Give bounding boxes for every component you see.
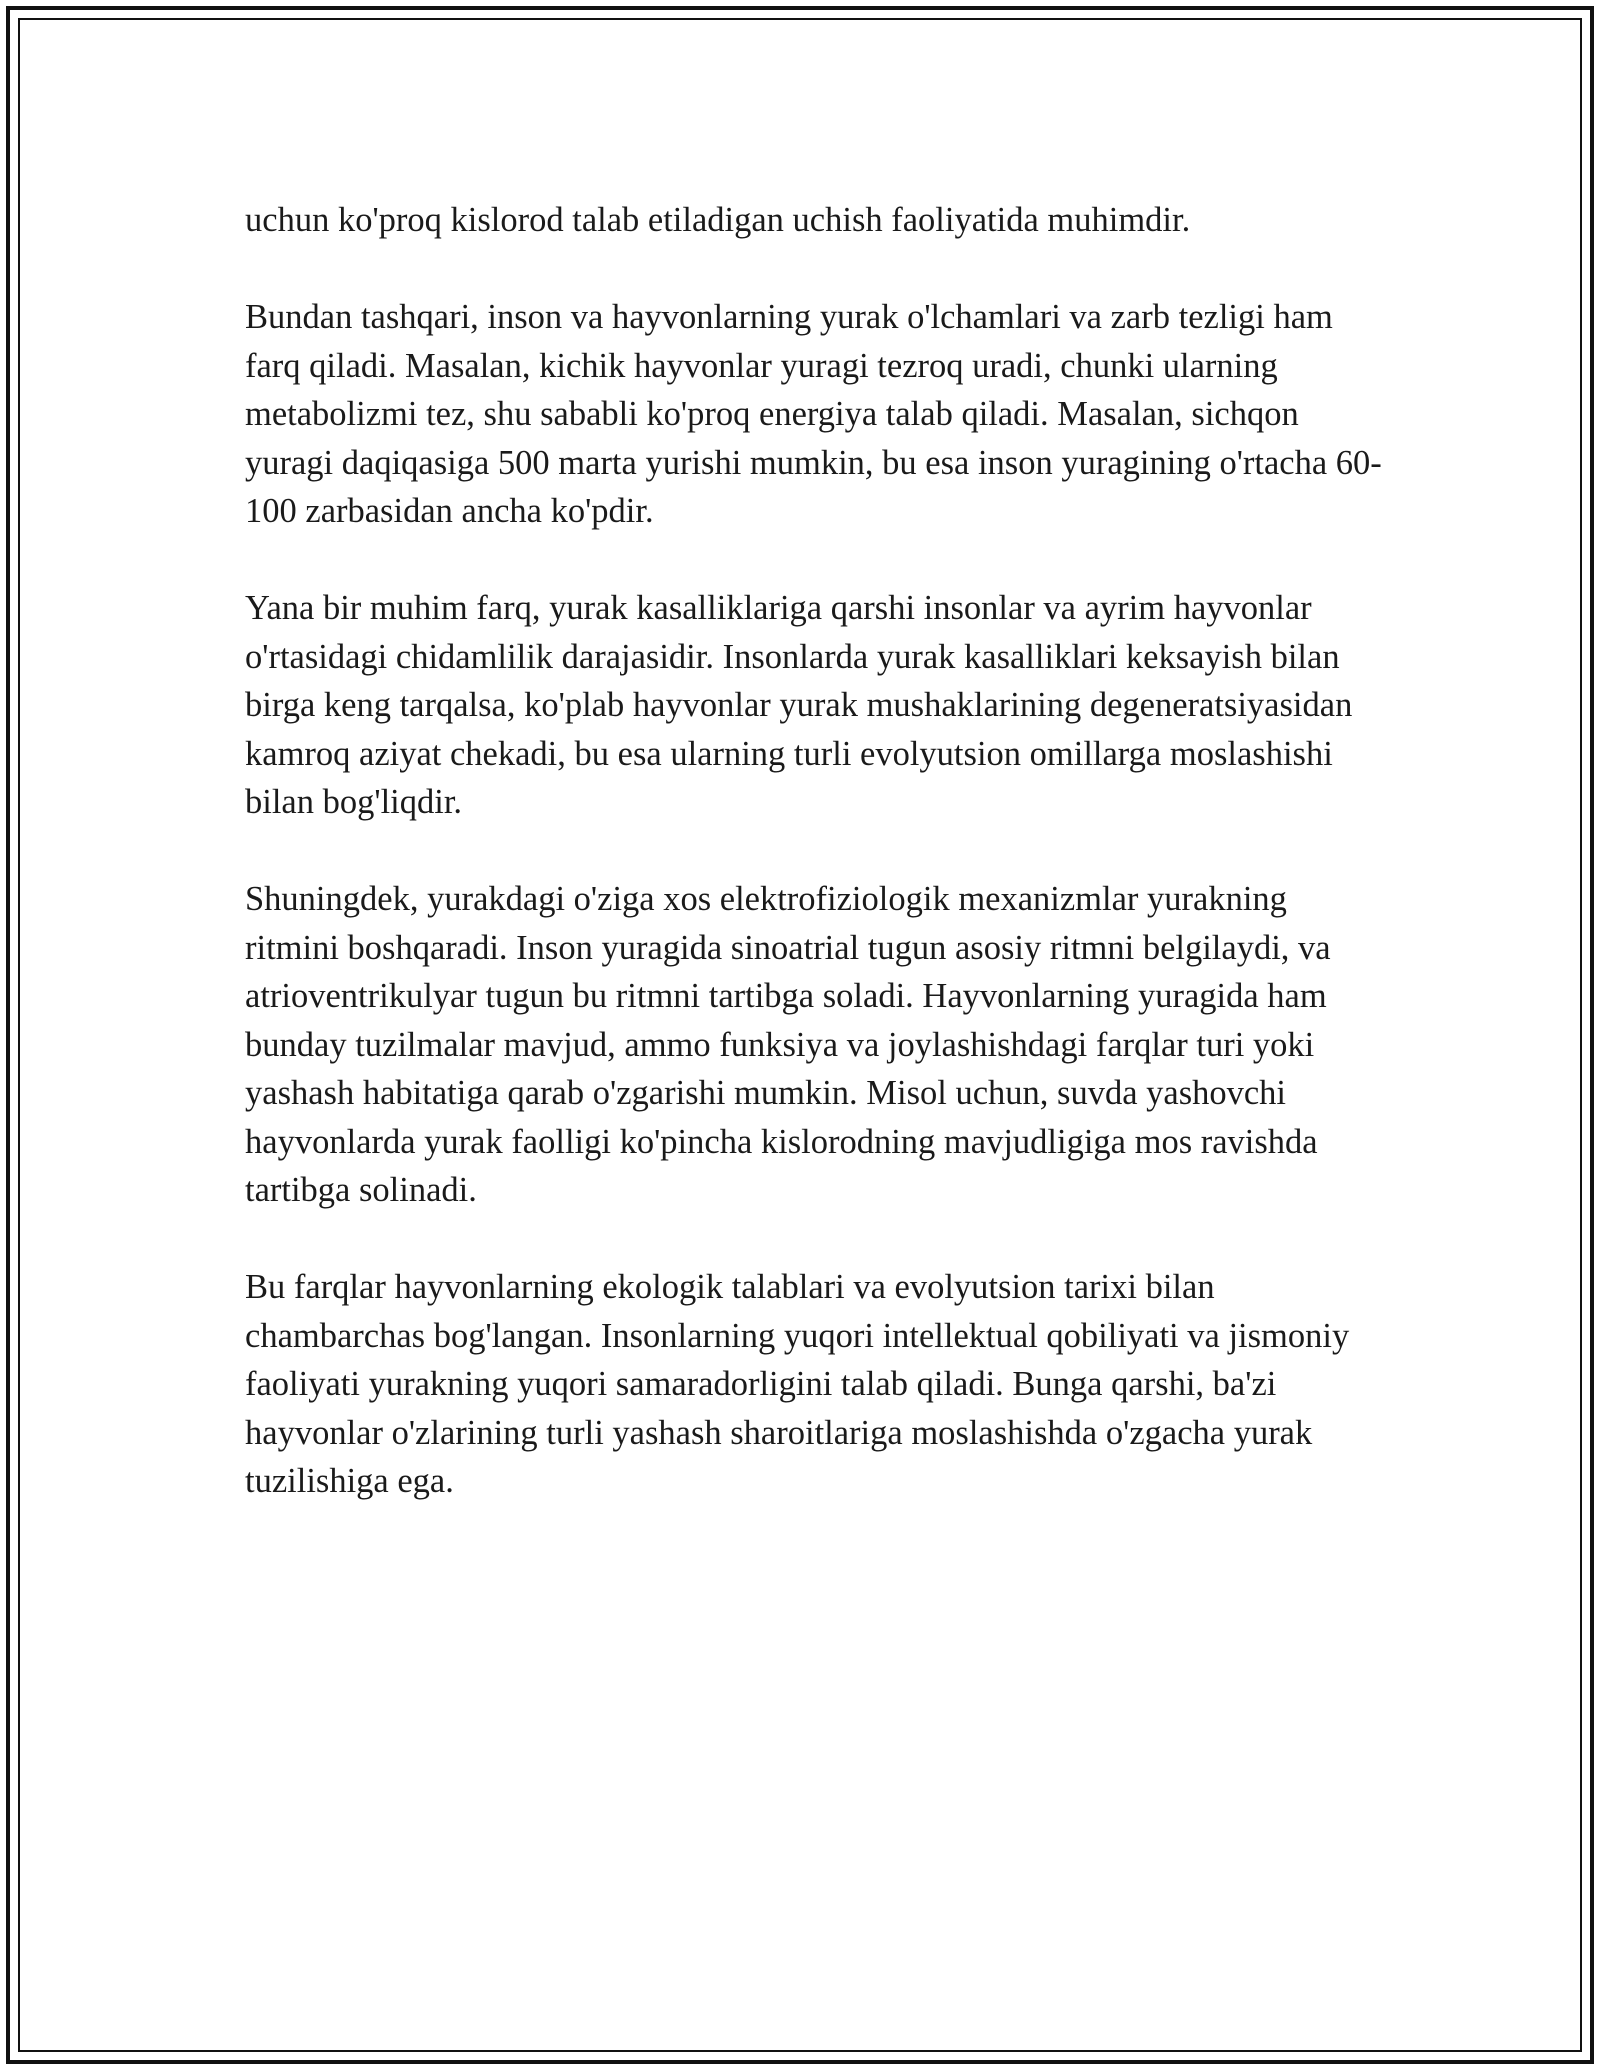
page-body [245,196,1385,1554]
page-frame [6,6,1594,2064]
paragraph-3: Yana bir muhim farq, yurak kasalliklariga qarshi insonlar va ayrim hayvonlar o'rtasidagi chidamlilik darajasidir. Insonlarda yurak kasalliklari keksayish bilan birga keng tarqalsa, ko'plab hayvonlar yurak mushaklarining degeneratsiyasidan kamroq aziyat chekadi, bu esa ularning turli evolyutsion omillarga moslashishi bilan bog'liqdir. [245,589,1353,821]
paragraph-1: uchun ko'proq kislorod talab etiladigan uchish faoliyatida muhimdir. [245,201,1191,239]
paragraph-4: Shuningdek, yurakdagi o'ziga xos elektrofiziologik mexanizmlar yurakning ritmini boshqaradi. Inson yuragida sinoatrial tugun asosiy ritmni belgilaydi, va atrioventrikulyar tugun bu ritmni tartibga soladi. Hayvonlarning yuragida ham bunday tuzilmalar mavjud, ammo funksiya va joylashishdagi farqlar turi yoki yashash habitatiga qarab o'zgarishi mumkin. Misol uchun, suvda yashovchi hayvonlarda yurak faolligi ko'pincha kislorodning mavjudligiga mos ravishda tartibga solinadi. [245,880,1331,1209]
paragraph-5: Bu farqlar hayvonlarning ekologik talablari va evolyutsion tarixi bilan chambarchas bog'langan. Insonlarning yuqori intellektual qobiliyati va jismoniy faoliyati yurakning yuqori samaradorligini talab qiladi. Bunga qarshi, ba'zi hayvonlar o'zlarining turli yashash sharoitlariga moslashishda o'zgacha yurak tuzilishiga ega. [245,1268,1350,1500]
paragraph-2: Bundan tashqari, inson va hayvonlarning yurak o'lchamlari va zarb tezligi ham farq qiladi. Masalan, kichik hayvonlar yuragi tezroq uradi, chunki ularning metabolizmi tez, shu sababli ko'proq energiya talab qiladi. Masalan, sichqon yuragi daqiqasiga 500 marta yurishi mumkin, bu esa inson yuragining o'rtacha 60-100 zarbasidan ancha ko'pdir. [245,298,1382,530]
